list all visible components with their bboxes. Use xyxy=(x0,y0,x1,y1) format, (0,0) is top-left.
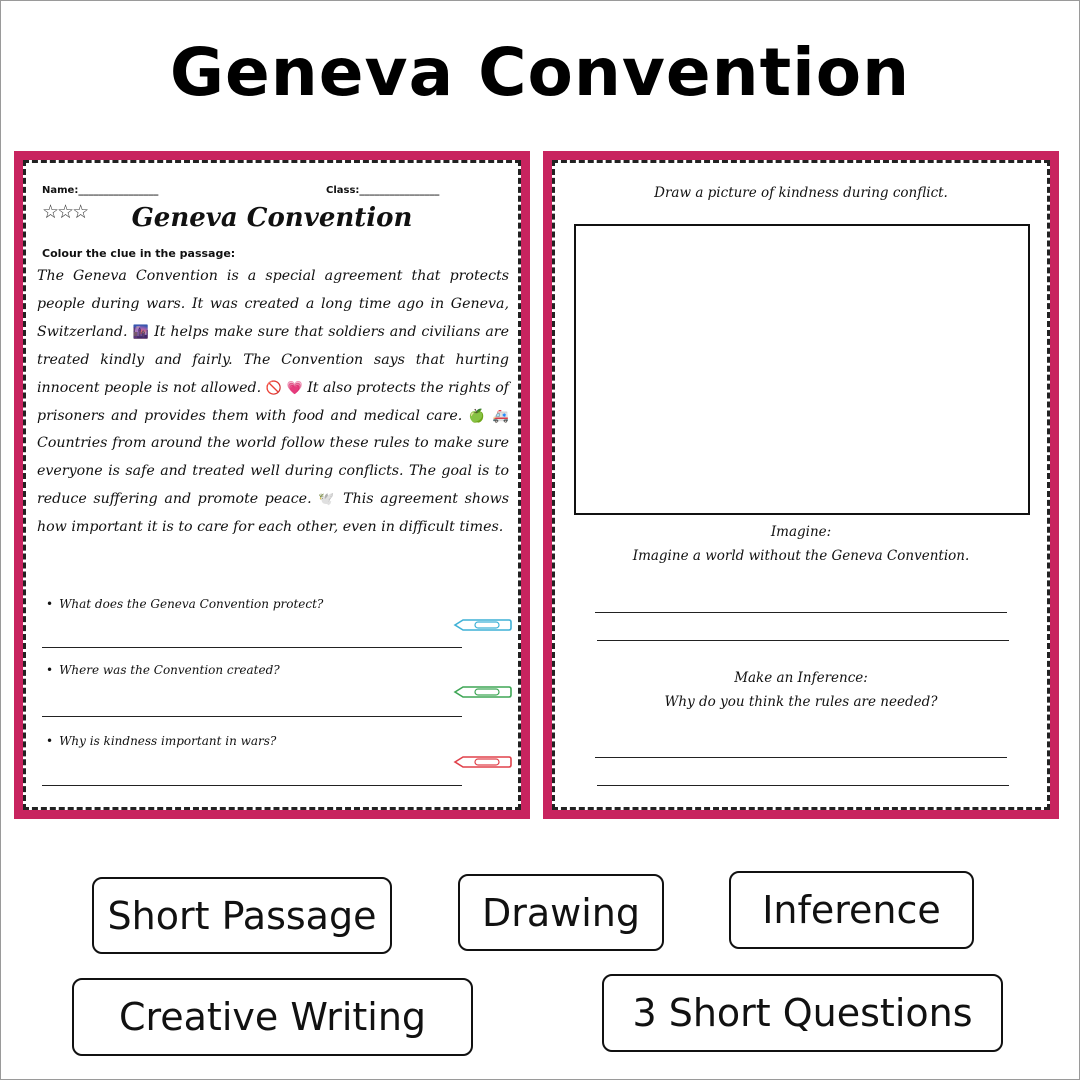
passage-emoji-icon: 🕊️ xyxy=(318,492,337,508)
tag-inference: Inference xyxy=(729,871,974,949)
worksheet-activity-inner xyxy=(552,160,1050,810)
answer-line-1[interactable] xyxy=(42,647,462,648)
page-title: Geneva Convention xyxy=(169,34,911,111)
inference-heading: Make an Inference: xyxy=(734,670,868,686)
drawing-prompt: Draw a picture of kindness during conflict. xyxy=(654,185,948,201)
worksheet-passage-inner xyxy=(23,160,521,810)
passage-emoji-icon: 🚫 xyxy=(265,380,282,396)
worksheet-passage-page xyxy=(14,151,530,819)
inference-answer-line-2[interactable] xyxy=(597,785,1009,786)
passage-emoji-icon: 🍏 xyxy=(468,408,487,424)
passage-emoji-icon: 🚑 xyxy=(492,408,510,424)
question-1-text: What does the Geneva Convention protect? xyxy=(59,597,324,611)
bullet-icon: • xyxy=(46,597,54,611)
passage-text-segment: Countries from around the world follow these rules to make sure everyone is safe and treated well during conflicts. The goal is to reduce suffering and promote peace. xyxy=(37,435,509,508)
passage-text-segment: It also protects the rights of prisoners and provides them with food and medical care. xyxy=(37,379,509,424)
passage-text-segment: It helps make sure that soldiers and civilians are treated kindly and fairly. The Convention says that hurting innocent people is not allowed. xyxy=(37,323,509,396)
tag-short-passage: Short Passage xyxy=(92,877,392,954)
class-field-label: Class:________________ xyxy=(326,185,440,196)
tag-creative-writing: Creative Writing xyxy=(72,978,473,1056)
bullet-icon: • xyxy=(46,663,54,677)
blue-crayon-icon xyxy=(453,617,513,633)
instruction-text: Colour the clue in the passage: xyxy=(42,247,236,260)
worksheet-activity-page xyxy=(543,151,1059,819)
worksheet-title: Geneva Convention xyxy=(131,203,413,233)
answer-line-2[interactable] xyxy=(42,716,462,717)
red-crayon-icon xyxy=(453,754,513,770)
reading-passage xyxy=(37,263,509,542)
question-2-text: Where was the Convention created? xyxy=(59,663,280,677)
passage-emoji-icon: 🌆 xyxy=(132,324,150,340)
passage-text-segment: This agreement shows how important it is to care for each other, even in difficult times. xyxy=(37,491,509,536)
name-field-label: Name:________________ xyxy=(42,185,159,196)
bullet-icon: • xyxy=(46,734,54,748)
imagine-heading: Imagine: xyxy=(770,524,832,540)
tag-drawing: Drawing xyxy=(458,874,664,951)
tag-3-short-questions: 3 Short Questions xyxy=(602,974,1003,1052)
inference-prompt: Why do you think the rules are needed? xyxy=(664,694,938,710)
answer-line-3[interactable] xyxy=(42,785,462,786)
green-crayon-icon xyxy=(453,684,513,700)
question-3-text: Why is kindness important in wars? xyxy=(59,734,277,748)
question-1 xyxy=(46,597,323,611)
question-3 xyxy=(46,734,276,748)
passage-emoji-icon: 💗 xyxy=(286,380,303,396)
passage-text-segment: The Geneva Convention is a special agreement that protects people during wars. It was created a long time ago in Geneva, Switzerland. xyxy=(37,268,509,340)
imagine-prompt: Imagine a world without the Geneva Convention. xyxy=(632,548,970,564)
rating-stars-icon: ☆☆☆ xyxy=(42,201,88,223)
inference-answer-line-1[interactable] xyxy=(595,757,1007,758)
imagine-answer-line-2[interactable] xyxy=(597,640,1009,641)
question-2 xyxy=(46,663,280,677)
imagine-answer-line-1[interactable] xyxy=(595,612,1007,613)
drawing-box[interactable] xyxy=(574,224,1030,515)
